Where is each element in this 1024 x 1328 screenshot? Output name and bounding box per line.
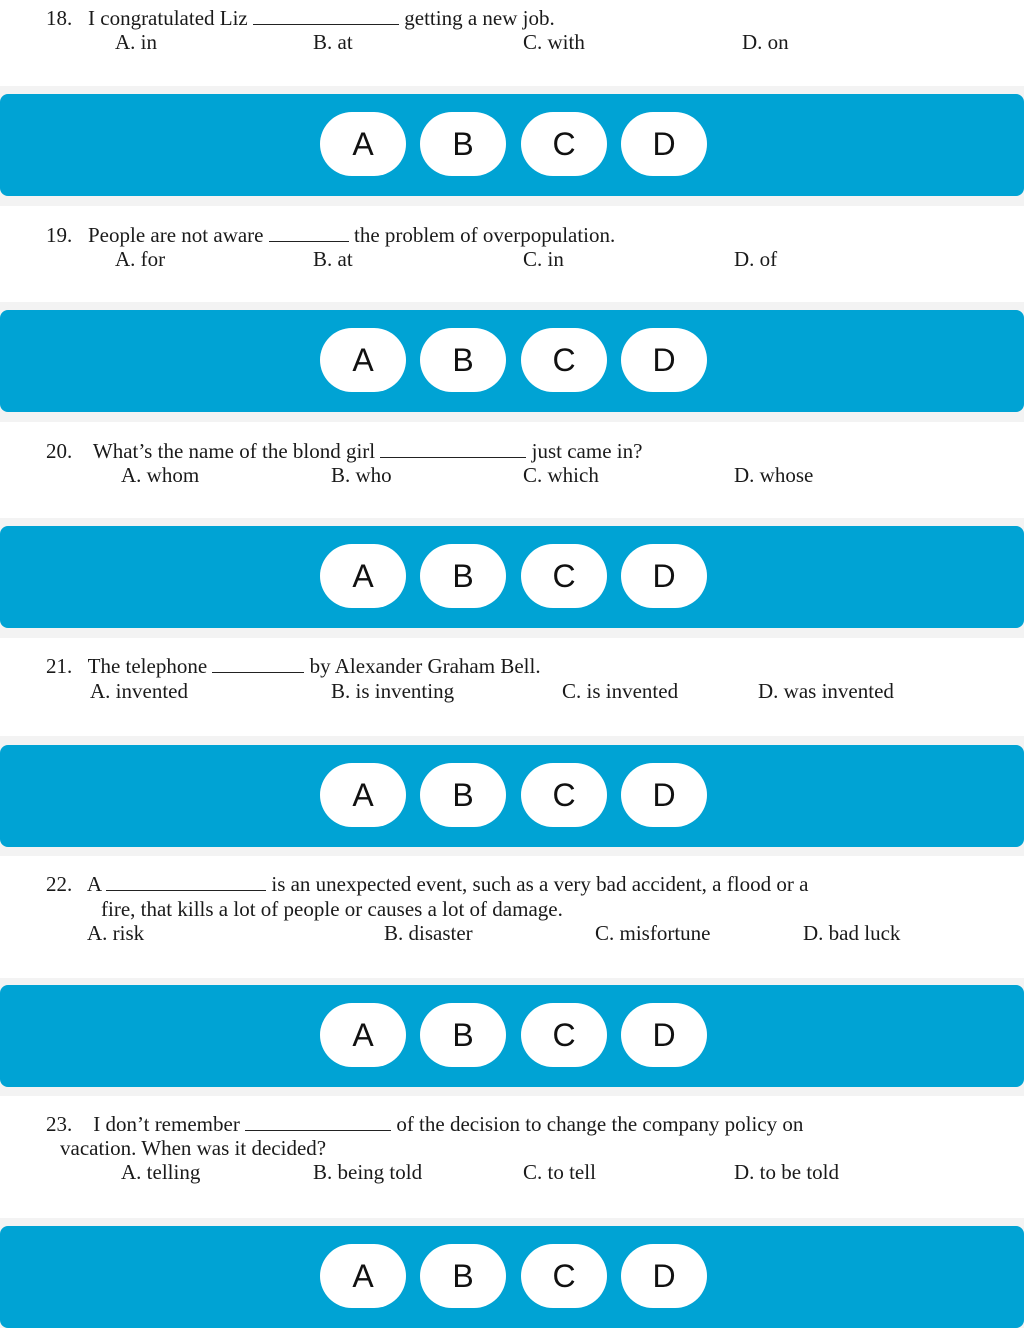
option-d: D. whose [734, 463, 814, 487]
answer-blank [380, 439, 526, 458]
answer-button-b[interactable]: B [420, 112, 506, 176]
answer-bar-21 [0, 745, 1024, 847]
option-d: D. on [742, 30, 789, 54]
question-text: 19. People are not aware the problem of overpopulation. [46, 223, 616, 247]
answer-button-c[interactable]: C [521, 1003, 607, 1067]
option-a: A. risk [87, 921, 145, 945]
answer-button-a[interactable]: A [320, 1003, 406, 1067]
question-card-20 [0, 422, 1024, 518]
question-card-19 [0, 206, 1024, 302]
option-a: A. in [115, 30, 157, 54]
answer-button-b[interactable]: B [420, 1003, 506, 1067]
question-text-line2: fire, that kills a lot of people or causes a lot of damage. [101, 897, 563, 921]
answer-button-a[interactable]: A [320, 763, 406, 827]
answer-button-a[interactable]: A [320, 112, 406, 176]
question-card-23 [0, 1096, 1024, 1218]
option-c: C. to tell [523, 1160, 596, 1184]
option-c: C. with [523, 30, 585, 54]
question-text: 18. I congratulated Liz getting a new job. [46, 6, 555, 30]
answer-button-b[interactable]: B [420, 763, 506, 827]
question-text: 20. What’s the name of the blond girl just came in? [46, 439, 643, 463]
question-number: 18. [46, 6, 73, 30]
question-text: 21. The telephone by Alexander Graham Bell. [46, 654, 541, 678]
answer-button-a[interactable]: A [320, 544, 406, 608]
answer-button-a[interactable]: A [320, 328, 406, 392]
answer-blank [212, 654, 304, 673]
question-card-18 [0, 0, 1024, 86]
option-d: D. to be told [734, 1160, 839, 1184]
answer-button-c[interactable]: C [521, 328, 607, 392]
option-a: A. whom [121, 463, 200, 487]
option-b: B. disaster [384, 921, 473, 945]
question-text: 22. A is an unexpected event, such as a very bad accident, a flood or a [46, 872, 809, 896]
answer-blank [253, 6, 399, 25]
answer-bar-19 [0, 310, 1024, 412]
option-b: B. who [331, 463, 392, 487]
answer-button-d[interactable]: D [621, 328, 707, 392]
option-b: B. is inventing [331, 679, 455, 703]
answer-button-d[interactable]: D [621, 763, 707, 827]
option-c: C. which [523, 463, 599, 487]
answer-button-d[interactable]: D [621, 1244, 707, 1308]
question-number: 20. [46, 439, 73, 463]
answer-bar-20 [0, 526, 1024, 628]
option-d: D. of [734, 247, 778, 271]
option-a: A. for [115, 247, 166, 271]
question-text-line2: vacation. When was it decided? [60, 1136, 327, 1160]
answer-button-d[interactable]: D [621, 112, 707, 176]
answer-bar-18 [0, 94, 1024, 196]
option-a: A. telling [121, 1160, 201, 1184]
answer-blank [269, 223, 349, 242]
answer-bar-22 [0, 985, 1024, 1087]
option-b: B. at [313, 30, 353, 54]
question-number: 21. [46, 654, 73, 678]
answer-button-b[interactable]: B [420, 1244, 506, 1308]
option-b: B. at [313, 247, 353, 271]
answer-button-c[interactable]: C [521, 763, 607, 827]
answer-bar-23 [0, 1226, 1024, 1328]
answer-button-c[interactable]: C [521, 544, 607, 608]
question-card-22 [0, 856, 1024, 978]
question-card-21 [0, 638, 1024, 736]
answer-button-c[interactable]: C [521, 112, 607, 176]
option-d: D. was invented [758, 679, 894, 703]
option-a: A. invented [90, 679, 188, 703]
option-c: C. misfortune [595, 921, 711, 945]
answer-button-a[interactable]: A [320, 1244, 406, 1308]
answer-button-d[interactable]: D [621, 1003, 707, 1067]
question-number: 22. [46, 872, 73, 896]
option-d: D. bad luck [803, 921, 901, 945]
option-c: C. is invented [562, 679, 679, 703]
answer-blank [245, 1112, 391, 1131]
question-number: 19. [46, 223, 73, 247]
question-text: 23. I don’t remember of the decision to change the company policy on [46, 1112, 804, 1136]
option-c: C. in [523, 247, 564, 271]
answer-blank [106, 872, 266, 891]
answer-button-b[interactable]: B [420, 328, 506, 392]
question-number: 23. [46, 1112, 73, 1136]
answer-button-b[interactable]: B [420, 544, 506, 608]
answer-button-d[interactable]: D [621, 544, 707, 608]
option-b: B. being told [313, 1160, 423, 1184]
answer-button-c[interactable]: C [521, 1244, 607, 1308]
